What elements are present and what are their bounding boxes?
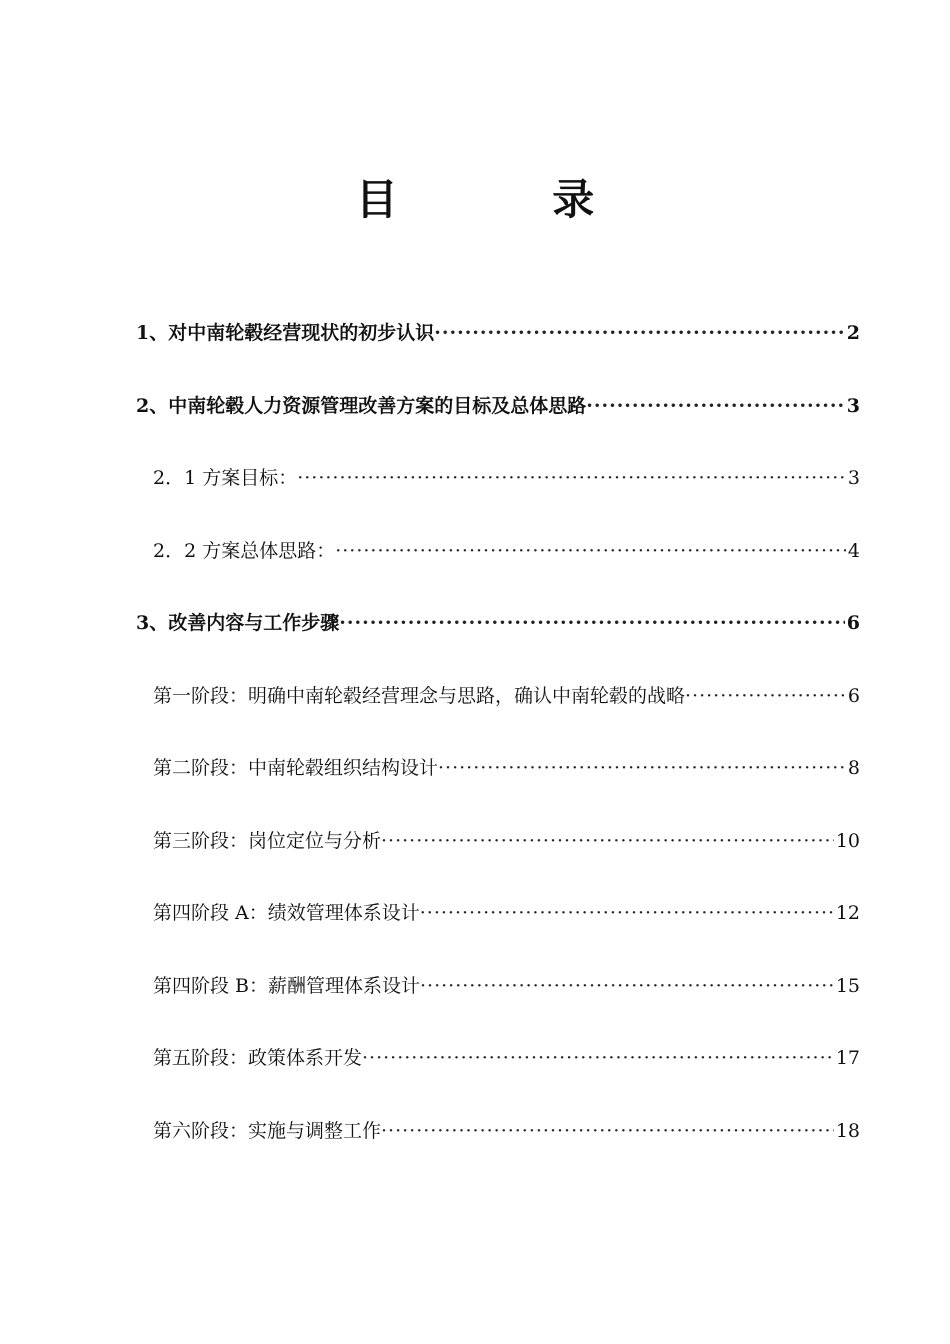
- toc-entry-page: 17: [835, 1047, 860, 1069]
- toc-entry: [136, 892, 860, 965]
- toc-entry-page: 3: [846, 394, 860, 417]
- toc-entry-page: 2: [846, 322, 860, 344]
- toc-entry-label: 2、中南轮毂人力资源管理改善方案的目标及总体思路: [136, 394, 587, 417]
- table-of-contents: [136, 312, 860, 1182]
- toc-entry: [136, 747, 860, 820]
- toc-entry: [136, 312, 860, 385]
- toc-entry: [136, 457, 860, 530]
- toc-dot-leader: [362, 1037, 834, 1079]
- toc-entry-page: 18: [835, 1119, 860, 1142]
- toc-dot-leader: [339, 602, 845, 644]
- toc-entry: [136, 1110, 860, 1183]
- toc-entry-page: 12: [835, 902, 860, 924]
- toc-entry: [136, 675, 860, 748]
- page-title: 目 录: [355, 175, 665, 224]
- toc-entry-page: 10: [835, 829, 860, 852]
- toc-entry-label: 第六阶段：实施与调整工作: [153, 1119, 382, 1142]
- toc-entry: [136, 602, 860, 675]
- toc-entry-label: 2．1 方案目标：: [153, 467, 298, 489]
- toc-entry-label: 第四阶段 B：薪酬管理体系设计: [153, 974, 421, 997]
- toc-entry: [136, 820, 860, 893]
- toc-entry-page: 6: [846, 612, 860, 634]
- toc-dot-leader: [381, 1110, 834, 1152]
- toc-dot-leader: [335, 530, 846, 572]
- toc-entry-label: 第四阶段 A：绩效管理体系设计: [153, 902, 420, 924]
- toc-dot-leader: [586, 385, 845, 427]
- toc-entry-label: 1、对中南轮毂经营现状的初步认识: [136, 322, 435, 344]
- toc-dot-leader: [685, 675, 846, 717]
- toc-entry: [136, 530, 860, 603]
- toc-entry-page: 6: [847, 684, 860, 707]
- toc-entry-label: 第一阶段：明确中南轮毂经营理念与思路，确认中南轮毂的战略: [153, 684, 686, 707]
- toc-entry-page: 3: [847, 467, 860, 489]
- toc-entry-label: 第二阶段：中南轮毂组织结构设计: [153, 757, 439, 779]
- toc-dot-leader: [297, 457, 846, 499]
- toc-entry-label: 第五阶段：政策体系开发: [153, 1047, 363, 1069]
- toc-entry: [136, 385, 860, 458]
- toc-dot-leader: [438, 747, 846, 789]
- toc-entry-label: 第三阶段：岗位定位与分析: [153, 829, 382, 852]
- toc-entry-page: 4: [847, 539, 860, 562]
- toc-entry: [136, 965, 860, 1038]
- toc-dot-leader: [420, 892, 834, 934]
- toc-entry-label: 2．2 方案总体思路：: [153, 539, 336, 562]
- toc-entry-label: 3、改善内容与工作步骤: [136, 612, 340, 634]
- toc-dot-leader: [420, 965, 834, 1007]
- toc-dot-leader: [434, 312, 845, 354]
- toc-dot-leader: [381, 820, 834, 862]
- toc-entry-page: 15: [835, 974, 860, 997]
- toc-entry-page: 8: [847, 757, 860, 779]
- toc-entry: [136, 1037, 860, 1110]
